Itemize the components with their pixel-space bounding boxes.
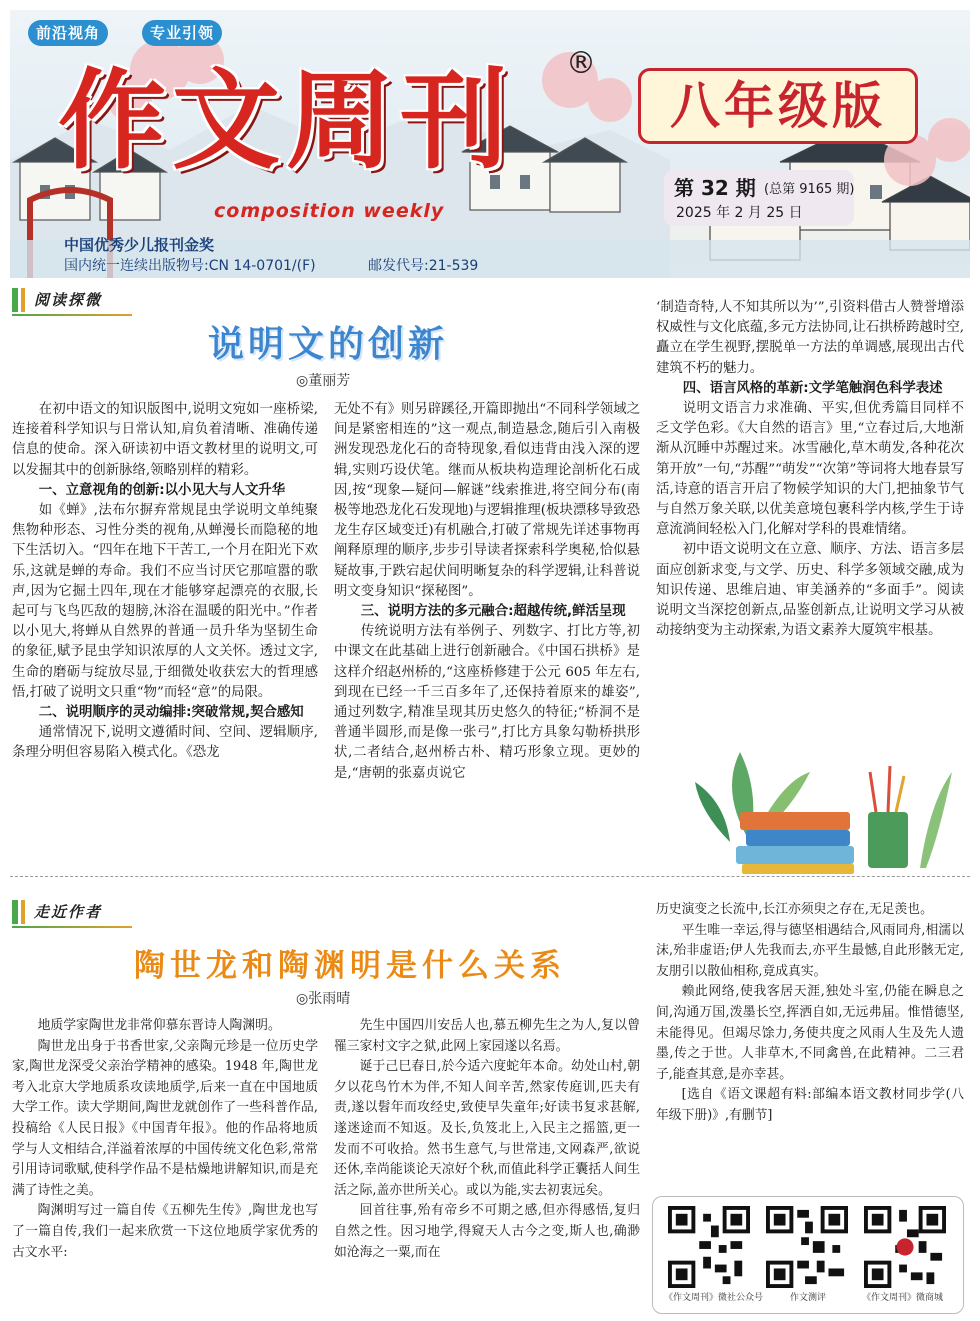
article-column-3 <box>656 900 964 1190</box>
article-column-2 <box>334 1016 640 1316</box>
article-column-3 <box>656 298 964 746</box>
section-tag-label: 阅读探微 <box>34 291 103 309</box>
article-column-1 <box>12 1016 318 1316</box>
paragraph: 说明文语言力求准确、平实,但优秀篇目同样不乏文学色彩。《大自然的语言》里,“立春过后,大地渐渐从沉睡中苏醒过来。冰雪融化,草木萌发,各种花次第开放”一句,“苏醒”“萌发”“次第”等词将大地春景写活,诗意的语言开启了物候学知识的大门,把抽象节气与自然万象关联,以优美意境包裹科学内核,学生于诗意流淌间轻松入门,化解对学科的畏难情绪。 <box>656 401 964 538</box>
paragraph: 传统说明方法有举例子、列数字、打比方等,初中课文在此基础上进行创新融合。《中国石拱桥》是这样介绍赵州桥的,“这座桥修建于公元 605 年左右,到现在已经一千三百多年了,还保持着原来的雄姿”,通过列数字,精准呈现其历史悠久的特征;“桥洞不是普通半圆形,而是像一张弓”,打比方具象勾勒桥拱形状,二者结合,赵州桥古朴、精巧形象立现。更妙的是,“唐朝的张嘉贞说它 <box>334 624 640 781</box>
paragraph: 陶渊明写过一篇自传《五柳先生传》,陶世龙也写了一篇自传,我们一起来欣赏一下这位地质学家优秀的古文水平: <box>12 1203 318 1260</box>
section-tag-label: 走近作者 <box>34 903 103 921</box>
paragraph: 初中语文说明文在立意、顺序、方法、语言多层面应创新求变,与文学、历史、科学多领域交融,成为知识传递、思维启迪、审美涵养的“多面手”。阅读说明文当深挖创新点,品鉴创新点,让说明文学习从被动接纳变为主动探索,为语文素养大厦筑牢根基。 <box>656 542 964 639</box>
section-divider <box>10 876 970 877</box>
paragraph: ‘制造奇特,人不知其所以为’”,引资料借古人赞誉增添权威性与文化底蕴,多元方法协同,让石拱桥跨越时空,矗立在学生视野,摆脱单一方法的单调感,展现出古代建筑不朽的魅力。 <box>656 300 964 376</box>
paragraph: 先生中国四川安岳人也,慕五柳先生之为人,复以曾罹三家村文字之狱,此网上家园遂以名焉。 <box>334 1018 640 1054</box>
article-author: ◎董丽芳 <box>296 373 351 389</box>
article-title: 说明文的创新 <box>207 324 448 365</box>
postal-code: 邮发代号:21-539 <box>368 258 479 274</box>
article-author: ◎张雨晴 <box>296 991 351 1007</box>
issn-text: 国内统一连续出版物号:CN 14-0701/(F) <box>64 258 316 274</box>
english-subtitle: composition weekly <box>214 200 445 222</box>
qr-code[interactable] <box>766 1206 848 1288</box>
qr-caption: 作文测评 <box>790 1293 827 1303</box>
paragraph: 无处不有》则另辟蹊径,开篇即抛出“不同科学领域之间是紧密相连的”这一观点,制造悬念,随后引入南极洲发现恐龙化石的奇特现象,看似违背由浅入深的逻辑,实则巧设伏笔。继而从板块构造理论剖析化石成因,按“现象—疑问—解谜”线索推进,将空间分布(南极等地恐龙化石发现地)与逻辑推理(板块漂移导致恐龙生存区域变迁)有机融合,打破了常规先详述事物再阐释原理的顺序,步步引导读者探索科学奥秘,恰似悬疑故事,于跌宕起伏间明晰复杂的科学逻辑,让科普说明文变身知识“探秘图”。 <box>334 402 640 599</box>
article-title: 陶世龙和陶渊明是什么关系 <box>134 948 566 984</box>
qr-code[interactable] <box>864 1206 946 1288</box>
paragraph: 通常情况下,说明文遵循时间、空间、逻辑顺序,条理分明但容易陷入模式化。《恐龙 <box>12 725 318 761</box>
subheading: 一、立意视角的创新:以小见大与人文升华 <box>38 482 286 498</box>
paragraph: 陶世龙出身于书香世家,父亲陶元珍是一位历史学家,陶世龙深受父亲治学精神的感染。1948 年,陶世龙考入北京大学地质系攻读地质学,后来一直在中国地质大学工作。读大学期间,陶世龙就创作了一些科普作品,投稿给《人民日报》《中国青年报》。他的作品将地质学与人文相结合,洋溢着浓厚的中国传统文化色彩,常常引用诗词歌赋,使科学作品不是枯燥地讲解知识,而是充满了诗性之美。 <box>12 1038 318 1198</box>
masthead <box>0 0 980 282</box>
paragraph: 在初中语文的知识版图中,说明文宛如一座桥梁,连接着科学知识与日常认知,肩负着清晰、准确传递信息的使命。深入研读初中语文教材里的说明文,可以发掘其中的创新脉络,领略别样的精彩。 <box>12 402 318 478</box>
issue-date: 2025 年 2 月 25 日 <box>676 205 803 221</box>
award-text: 中国优秀少儿报刊金奖 <box>64 236 215 254</box>
subheading: 四、语言风格的革新:文学笔触润色科学表述 <box>682 380 943 396</box>
paragraph: [选自《语文课超有料:部编本语文教材同步学(八年级下册)》,有删节] <box>656 1087 964 1123</box>
subheading: 二、说明顺序的灵动编排:突破常规,契合感知 <box>38 705 304 721</box>
slogan-badge: 专业引领 <box>142 20 222 46</box>
qr-caption: 《作文周刊》微商城 <box>862 1293 944 1303</box>
books-plants-illustration <box>690 742 960 874</box>
newspaper-title: 作文周刊 <box>58 58 515 184</box>
subheading: 三、说明方法的多元融合:超越传统,鲜活呈现 <box>360 604 626 620</box>
qr-caption: 《作文周刊》微社公众号 <box>664 1293 764 1303</box>
grade-edition: 八年级版 <box>670 76 886 135</box>
paragraph: 地质学家陶世龙非常仰慕东晋诗人陶渊明。 <box>37 1018 281 1033</box>
registered-mark: ® <box>566 46 596 81</box>
issue-number: 第 32 期 <box>674 176 756 200</box>
qr-code[interactable] <box>668 1206 750 1288</box>
article-column-2 <box>334 400 640 866</box>
article-column-1 <box>12 400 318 866</box>
paragraph: 诞于己巳春日,於今适六度蛇年本命。幼处山村,朝夕以花鸟竹木为伴,不知人间辛苦,然家传庭训,匹夫有责,遂以髫年而攻经史,致使早失童年;好读书复求甚解,遂迷途而不知返。及长,负笈北上,入民主之摇篮,更一发而不可收拾。然书生意气,与世常违,文网森严,欲说还休,幸尚能谈论天凉好个秋,而值此科学正囊括人间生活之际,盖亦世所关心。或以为能,实去初衷远矣。 <box>334 1059 640 1198</box>
paragraph: 平生唯一幸运,得与德坚相遇结合,风雨同舟,相濡以沫,殆非虚语;伊人先我而去,亦平生最憾,自此形骸无定,友朋引以散仙相称,竟成真实。 <box>656 922 964 979</box>
paragraph: 历史演变之长流中,长江亦须臾之存在,无足羡也。 <box>656 902 933 917</box>
issue-total: (总第 9165 期) <box>764 182 855 197</box>
paragraph: 如《蝉》,法布尔摒弃常规昆虫学说明文单纯聚焦物种形态、习性分类的视角,从蝉漫长而隐秘的地下生活切入。“四年在地下干苦工,一个月在阳光下欢乐,这就是蝉的寿命。我们不应当讨厌它那喧嚣的歌声,因为它掘土四年,现在才能够穿起漂亮的衣服,长起可与飞鸟匹敌的翅膀,沐浴在温暖的阳光中。”作者以小见大,将蝉从自然界的普通一员升华为坚韧生命的象征,赋予昆虫学知识浓厚的人文关怀。透过文字,生命的磨砺与绽放尽显,于细微处收获宏大的哲理感悟,打破了说明文只重“物”而轻“意”的局限。 <box>12 503 318 700</box>
paragraph: 回首往事,殆有帝乡不可期之感,但亦得感悟,复归自然之性。因习地学,得窥天人古今之变,斯人也,确渺如沧海之一粟,而在 <box>334 1203 640 1260</box>
paragraph: 赖此网络,使我客居天涯,独处斗室,仍能在瞬息之间,沟通万国,泼墨长空,挥洒自如,无远弗届。惟惜德坚,未能得见。但竭尽馀力,务使共度之风雨人生及先人遗墨,传之于世。人非草木,不同禽兽,在此精神。二三君子,能查其意,是亦幸甚。 <box>656 984 964 1082</box>
slogan-badge: 前沿视角 <box>28 20 108 46</box>
